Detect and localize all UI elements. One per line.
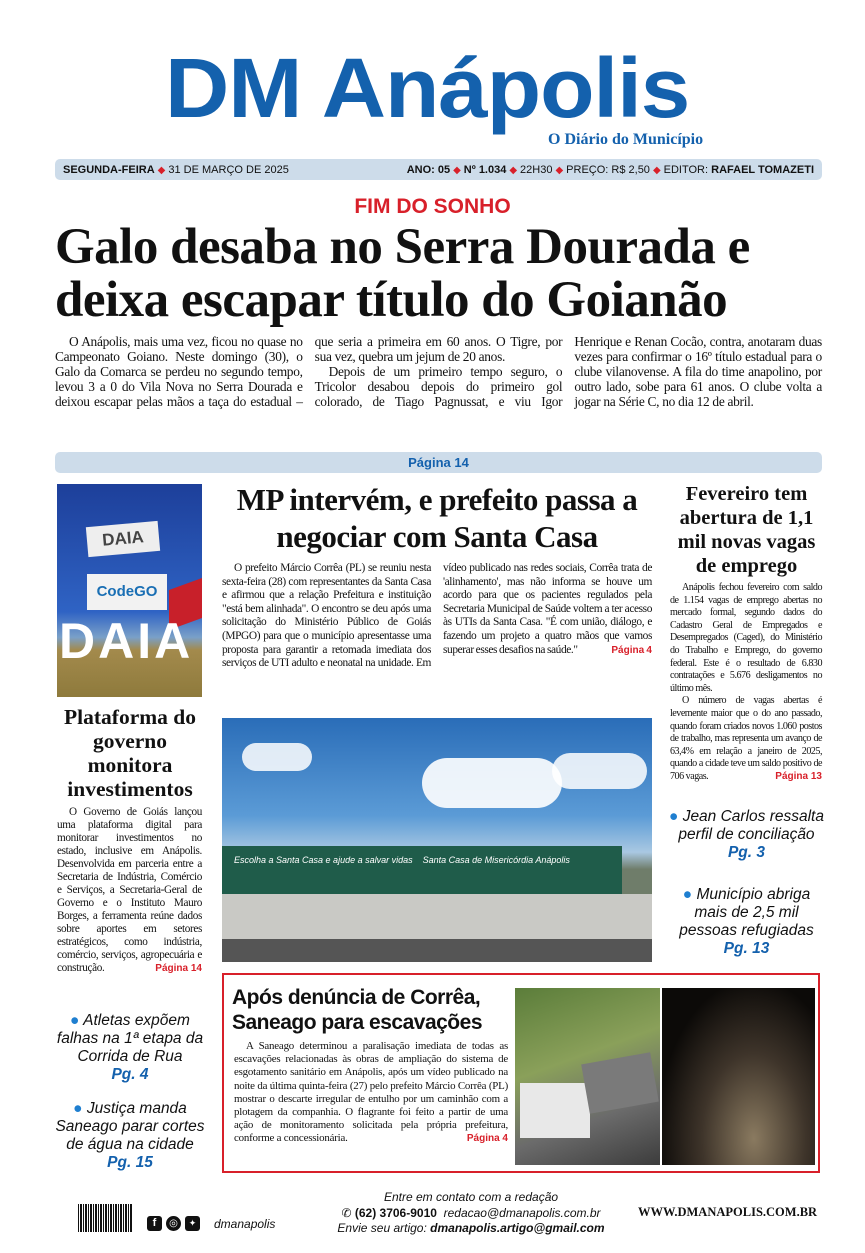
diamond-icon: ◆ <box>453 164 461 176</box>
diamond-icon: ◆ <box>509 164 518 176</box>
editor: RAFAEL TOMAZETI <box>711 163 814 176</box>
facebook-icon[interactable]: f <box>147 1216 162 1231</box>
diamond-icon: ◆ <box>555 164 564 176</box>
teaser-text: Jean Carlos ressalta perfil de conciliação <box>678 808 824 843</box>
date: 31 DE MARÇO DE 2025 <box>168 163 289 176</box>
center-text: O prefeito Márcio Corrêa (PL) se reuniu nesta sexta-feira (28) com representantes da Santa Casa e afirmou que a relação Prefeitura e instituição "está bem alinhada". O encontro se deu após uma solicitação do Ministério Público de Goiás (MPGO) para que o município apresentasse uma proposta para garantir a retomada imediata dos serviços de UTI adulto e neonatal na unidade. Em vídeo publicado nas redes sociais, Corrêa trata de 'alinhamento', mas não informa se houve um acordo para que os pacientes regulados pela Secretaria Municipal de Saúde voltem a ter acesso às UTIs da Santa Casa. "É com união, diálogo, e fazendo um projeto a quatro mãos que vamos superar esses desafios na saúde." <box>222 562 652 670</box>
social-handle[interactable]: dmanapolis <box>214 1216 276 1231</box>
boxed-text: A Saneago determinou a paralisação imediata de todas as escavações relacionadas às obras de ampliação do sistema de esgotamento sanitário em Anápolis, após um vídeo publicado na noite da última quinta-feira (27) pelo prefeito Márcio Corrêa (PL) mostrar o descarte irregular de entulho por um caminhão com a plotagem da companhia. O flagrante foi feito a partir de uma ação de monitoramento solicitada pela própria prefeitura, conforme a concessionária. <box>234 1040 508 1145</box>
price: PREÇO: R$ 2,50 <box>566 163 650 176</box>
sign-daia: DAIA <box>86 521 160 557</box>
night-excavation-photo <box>662 988 815 1165</box>
barcode <box>78 1204 133 1232</box>
bullet-icon: ● <box>73 1100 83 1117</box>
center-headline: MP intervém, e prefeito passa a negociar com Santa Casa <box>236 482 638 554</box>
masthead-title: DM Anápolis <box>165 41 690 135</box>
phone[interactable]: (62) 3706-9010 <box>354 1205 437 1220</box>
info-bar <box>55 159 822 180</box>
sign-codego: CodeGO <box>87 574 167 610</box>
bullet-icon: ● <box>682 886 693 903</box>
year: ANO: 05 <box>406 163 451 176</box>
lead-headline: Galo desaba no Serra Dourada e deixa escapar título do Goianão <box>55 219 750 328</box>
contact-block <box>312 1190 630 1237</box>
email[interactable]: redacao@dmanapolis.com.br <box>443 1205 601 1220</box>
daia-photo <box>57 484 202 697</box>
teaser-refugiados[interactable] <box>668 886 825 958</box>
weekday: SEGUNDA-FEIRA <box>63 163 155 176</box>
article-label: Envie seu artigo: <box>337 1221 427 1235</box>
boxed-headline: Após denúncia de Corrêa, Saneago para escavações <box>232 986 482 1034</box>
issue-number: Nº 1.034 <box>463 163 507 176</box>
left-page-link[interactable]: Página 14 <box>155 963 202 974</box>
right-paragraph <box>670 695 822 783</box>
teaser-jean-carlos[interactable] <box>668 808 825 862</box>
masthead-subtitle: O Diário do Município <box>548 131 704 148</box>
lead-page-link[interactable]: Página 14 <box>55 452 822 473</box>
left-paragraph <box>57 806 202 975</box>
boxed-page-link[interactable]: Página 4 <box>466 1133 508 1145</box>
diamond-icon: ◆ <box>652 164 661 176</box>
santa-casa-photo <box>222 718 652 962</box>
teaser-text: Atletas expõem falhas na 1ª etapa da Corrida de Rua <box>56 1012 204 1065</box>
twitter-icon[interactable]: ✦ <box>185 1216 200 1231</box>
time: 22H30 <box>520 163 553 176</box>
right-paragraph: Anápolis fechou fevereiro com saldo de 1.154 vagas de emprego abertas no mercado formal, segundo dados do Cadastro Geral de Empregados e Desempregados (Caged), do Ministério do Trabalho e Emprego, do governo federal. Este é o resultado de 6.830 contratações e 5.676 desligamentos no último mês. <box>670 582 822 694</box>
editor-label: EDITOR: <box>663 163 709 176</box>
social-links <box>147 1216 275 1231</box>
right-text: O número de vagas abertas é levemente maior que o do ano passado, quando foram criados novos 1.060 postos de trabalho, mas representa um avanço de 63,4% em relação a janeiro de 2025, quando a cidade teve um saldo positivo de 706 vagas. <box>670 695 822 782</box>
right-body <box>670 582 822 784</box>
diamond-icon: ◆ <box>157 164 166 176</box>
article-email[interactable]: dmanapolis.artigo@gmail.com <box>430 1221 605 1235</box>
left-headline: Plataforma do governo monitora investimentos <box>64 705 196 801</box>
lead-paragraph: Depois de um primeiro tempo seguro, o Tricolor desabou depois do primeiro gol colorado, de Tiago Pagnussat, e viu Igor Henrique e Renan Cocão, contra, anotaram duas vezes para confirmar o 16º título estadual para o clube vilanovense. A fila do time anapolino, por outro lado, sobe para 61 anos. O clube volta a jogar na Série C, no dia 12 de abril. <box>314 334 822 409</box>
lead-body <box>55 334 822 409</box>
teaser-atletas[interactable] <box>50 1012 210 1084</box>
right-page-link[interactable]: Página 13 <box>775 770 822 782</box>
wall-name: Santa Casa de Misericórdia Anápolis <box>422 855 570 865</box>
website-link[interactable]: WWW.DMANAPOLIS.COM.BR <box>638 1205 818 1219</box>
teaser-text: Justiça manda Saneago parar cortes de água na cidade <box>55 1100 205 1153</box>
instagram-icon[interactable]: ◎ <box>166 1216 181 1231</box>
teaser-page: Pg. 4 <box>111 1066 149 1083</box>
hospital-wall <box>222 846 622 894</box>
center-body <box>222 562 652 671</box>
bullet-icon: ● <box>70 1012 80 1029</box>
right-headline: Fevereiro tem abertura de 1,1 mil novas vagas de emprego <box>677 483 816 577</box>
left-text: O Governo de Goiás lançou uma plataforma digital para monitorar investimentos no estado, inclusive em Anápolis. Desenvolvida em parceria entre a Secretaria de Indústria, Comércio e Serviços, a Secretaria-Geral de Governo e o Instituto Mauro Borges, a ferramenta reúne dados sobre aportes em setores estratégicos, como indústria, comércio, serviços, agropecuária e construção. <box>57 806 202 974</box>
whatsapp-icon: ✆ <box>341 1205 352 1220</box>
boxed-body <box>234 1040 508 1146</box>
lead-kicker: FIM DO SONHO <box>354 195 511 218</box>
lead-paragraph: O Anápolis, mais uma vez, ficou no quase no Campeonato Goiano. Neste domingo (30), o Galo da Comarca se perdeu no segundo tempo, levou 3 a 0 do Vila Nova no Serra Dourada e deixou escapar pelas mãos a taça do estadual – que seria a primeira em 60 anos. O Tigre, por sua vez, quebra um jejum de 20 anos. <box>55 334 563 409</box>
boxed-paragraph <box>234 1040 508 1146</box>
left-body <box>57 806 202 975</box>
daia-letters: DAIA <box>59 613 194 669</box>
center-paragraph <box>222 562 652 671</box>
teaser-page: Pg. 15 <box>107 1154 153 1171</box>
wall-slogan: Escolha a Santa Casa e ajude a salvar vidas <box>234 855 413 865</box>
teaser-page: Pg. 3 <box>727 844 766 861</box>
truck-photo <box>515 988 660 1165</box>
teaser-justica[interactable] <box>50 1100 210 1172</box>
teaser-text: Município abriga mais de 2,5 mil pessoas refugiadas <box>679 886 814 939</box>
contact-label: Entre em contato com a redação <box>383 1190 559 1204</box>
bullet-icon: ● <box>669 808 679 825</box>
center-page-link[interactable]: Página 4 <box>611 644 652 656</box>
teaser-page: Pg. 13 <box>723 940 770 957</box>
